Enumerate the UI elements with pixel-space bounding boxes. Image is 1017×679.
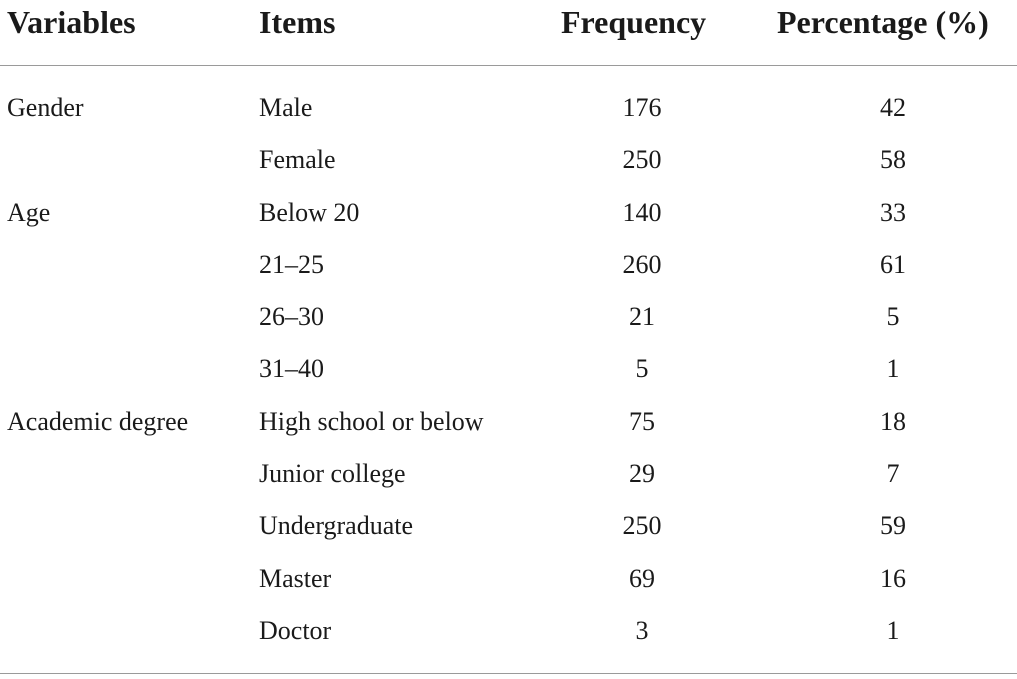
header-items: Items xyxy=(259,4,336,40)
frequency-cell: 250 xyxy=(622,511,662,541)
item-cell: Junior college xyxy=(259,459,406,489)
table-row xyxy=(0,553,1017,605)
table-row xyxy=(0,82,1017,134)
item-cell: Undergraduate xyxy=(259,511,414,541)
percentage-cell: 58 xyxy=(880,145,906,175)
frequency-cell: 5 xyxy=(635,354,649,384)
table-row xyxy=(0,605,1017,657)
frequency-cell: 69 xyxy=(629,563,655,593)
header-percentage: Percentage (%) xyxy=(777,4,989,40)
percentage-cell: 16 xyxy=(880,563,906,593)
item-cell: Male xyxy=(259,93,313,122)
item-cell: 21–25 xyxy=(259,249,324,279)
frequency-cell: 29 xyxy=(629,459,655,489)
item-cell: Female xyxy=(259,145,336,175)
frequency-cell: 250 xyxy=(622,145,662,175)
item-cell: Doctor xyxy=(259,615,332,645)
item-cell: 26–30 xyxy=(259,302,324,332)
variable-cell: Gender xyxy=(7,93,84,122)
table-row xyxy=(0,500,1017,552)
percentage-cell: 5 xyxy=(886,302,900,332)
table-row xyxy=(0,239,1017,291)
percentage-cell: 42 xyxy=(880,93,906,122)
table-row xyxy=(0,134,1017,186)
frequency-cell: 140 xyxy=(622,197,662,227)
percentage-cell: 59 xyxy=(880,511,906,541)
percentage-cell: 18 xyxy=(880,406,906,436)
header-variables: Variables xyxy=(7,4,136,40)
percentage-cell: 1 xyxy=(886,354,900,384)
percentage-cell: 1 xyxy=(886,615,900,645)
variable-cell: Age xyxy=(7,197,51,227)
percentage-cell: 61 xyxy=(880,249,906,279)
item-cell: Below 20 xyxy=(259,197,360,227)
frequency-cell: 21 xyxy=(629,302,655,332)
item-cell: High school or below xyxy=(259,406,484,436)
table-row xyxy=(0,343,1017,395)
frequency-cell: 75 xyxy=(629,406,655,436)
frequency-cell: 176 xyxy=(622,93,662,122)
item-cell: 31–40 xyxy=(259,354,324,384)
table-body xyxy=(0,82,1017,657)
percentage-cell: 33 xyxy=(880,197,906,227)
table-row xyxy=(0,291,1017,343)
frequency-cell: 3 xyxy=(635,615,649,645)
percentage-cell: 7 xyxy=(886,459,900,489)
table-row xyxy=(0,396,1017,448)
frequency-cell: 260 xyxy=(622,249,662,279)
table-row xyxy=(0,448,1017,500)
item-cell: Master xyxy=(259,563,332,593)
table-bottom-rule xyxy=(0,673,1017,674)
variable-cell: Academic degree xyxy=(7,406,189,436)
table-header-row xyxy=(0,0,1017,48)
table-row xyxy=(0,187,1017,239)
header-frequency: Frequency xyxy=(561,4,707,40)
header-divider xyxy=(0,65,1017,66)
